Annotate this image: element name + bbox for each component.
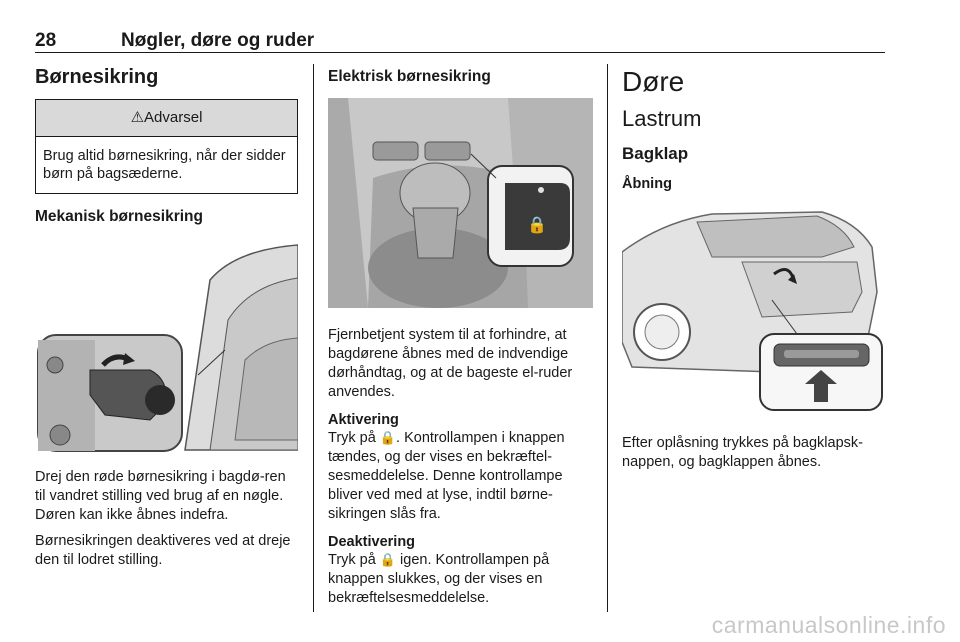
child-lock-icon: 🔒	[379, 552, 397, 567]
electric-subheading: Elektrisk børnesikring	[328, 68, 491, 85]
door-illustration	[35, 240, 298, 458]
opening-title: Åbning	[622, 176, 672, 192]
column-middle	[328, 60, 593, 608]
cargo-title: Lastrum	[622, 106, 702, 131]
mechanical-subheading: Mekanisk børnesikring	[35, 208, 203, 225]
console-illustration	[328, 98, 593, 313]
page-number: 28	[35, 30, 57, 51]
watermark: carmanualsonline.info	[711, 612, 946, 638]
section-title: Børnesikring	[35, 66, 159, 88]
door-lock-image	[35, 240, 298, 453]
column-divider	[607, 64, 608, 612]
column-right	[622, 60, 887, 472]
deactivation-text-pre: Tryk på	[328, 552, 380, 568]
mechanical-deactivate: Børnesikringen deaktiveres ved at dreje den til lodret stilling.	[35, 533, 291, 568]
svg-text:🔒: 🔒	[527, 215, 547, 234]
tailgate-button-image	[622, 202, 885, 412]
column-divider	[313, 64, 314, 612]
deactivation-text-post: igen. Kontrollampen på knappen slukkes, og der vises en bekræftelsesmeddelelse.	[328, 552, 550, 606]
warning-box	[35, 99, 298, 194]
tailgate-illustration	[622, 202, 887, 417]
activation-text-post: . Kontrollampen i knappen tændes, og der vises en bekræftel-sesmeddelelse. Denne kontrollampe bliver ved med at lyse, indtil børne-sikringen slås fra.	[328, 430, 565, 522]
child-lock-icon: 🔒	[379, 430, 397, 445]
column-left	[35, 60, 298, 570]
activation-text	[328, 428, 593, 524]
activation-title: Aktivering	[328, 412, 399, 428]
console-button-image	[328, 98, 593, 308]
electric-description: Fjernbetjent system til at forhindre, at bagdørene åbnes med de indvendige dørhåndtag, og at de bageste el-ruder anvendes.	[328, 327, 573, 400]
mechanical-instructions: Drej den røde børnesikring i bagdø-ren til vandret stilling ved brug af en nøgle. Døren kan ikke åbnes indefra.	[35, 469, 286, 523]
warning-icon: ⚠	[130, 109, 145, 126]
activation-text-pre: Tryk på	[328, 430, 380, 446]
deactivation-title: Deaktivering	[328, 534, 416, 550]
warning-header	[36, 100, 297, 137]
page-header	[35, 28, 885, 53]
chapter-title: Nøgler, døre og ruder	[121, 30, 315, 51]
warning-title: Advarsel	[144, 109, 203, 126]
tailgate-title: Bagklap	[622, 144, 689, 163]
deactivation-text	[328, 550, 593, 608]
warning-text: Brug altid børnesikring, når der sidder børn på bagsæderne.	[43, 148, 286, 182]
tailgate-instructions: Efter oplåsning trykkes på bagklapsk-nappen, og bagklappen åbnes.	[622, 435, 863, 470]
doors-title: Døre	[622, 66, 685, 97]
